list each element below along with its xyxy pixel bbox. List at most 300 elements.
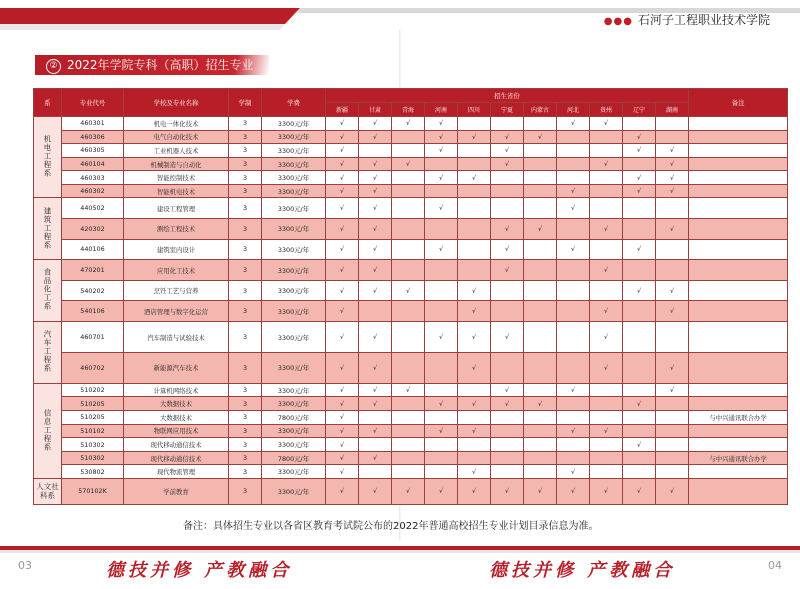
- province-header: 甘肃: [359, 103, 392, 117]
- checkmark-cell: √: [326, 397, 359, 411]
- checkmark-cell: √: [425, 239, 458, 260]
- checkmark-cell: √: [425, 117, 458, 131]
- checkmark-cell: √: [392, 157, 425, 171]
- province-check-cell: [524, 438, 557, 452]
- province-check-cell: [557, 144, 590, 158]
- province-check-cell: [458, 451, 491, 465]
- remark-cell: [689, 130, 788, 144]
- province-check-cell: [392, 465, 425, 479]
- remark-cell: [689, 465, 788, 479]
- province-check-cell: [557, 171, 590, 185]
- checkmark-cell: √: [458, 171, 491, 185]
- checkmark-cell: √: [392, 280, 425, 301]
- checkmark-cell: √: [491, 478, 524, 504]
- study-years: 3: [229, 322, 262, 353]
- checkmark-cell: √: [557, 184, 590, 198]
- school-name-header: ●●● 石河子工程职业技术学院: [603, 13, 770, 27]
- province-check-cell: [557, 438, 590, 452]
- checkmark-cell: √: [656, 157, 689, 171]
- province-check-cell: [524, 184, 557, 198]
- province-check-cell: [557, 130, 590, 144]
- department-cell: [34, 478, 62, 504]
- major-name: 机械制造与自动化: [124, 157, 229, 171]
- province-check-cell: [590, 144, 623, 158]
- province-check-cell: [590, 171, 623, 185]
- province-header: 内蒙古: [524, 103, 557, 117]
- major-name: 酒店管理与数字化运营: [124, 301, 229, 322]
- remark-cell: [689, 198, 788, 219]
- major-name: 现代移动通信技术: [124, 438, 229, 452]
- major-code: 460301: [62, 117, 124, 131]
- checkmark-cell: √: [623, 397, 656, 411]
- study-years: 3: [229, 301, 262, 322]
- remark-cell: [689, 117, 788, 131]
- major-name: 智能机电技术: [124, 184, 229, 198]
- province-check-cell: [656, 397, 689, 411]
- checkmark-cell: √: [491, 157, 524, 171]
- province-check-cell: [524, 117, 557, 131]
- major-code: 460702: [62, 353, 124, 384]
- province-check-cell: [425, 451, 458, 465]
- checkmark-cell: √: [458, 424, 491, 438]
- checkmark-cell: √: [623, 171, 656, 185]
- major-code: 420302: [62, 219, 124, 240]
- table-row: [34, 280, 788, 301]
- checkmark-cell: √: [326, 260, 359, 281]
- remark-cell: [689, 171, 788, 185]
- table-row: [34, 353, 788, 384]
- major-name: 大数据技术: [124, 397, 229, 411]
- study-years: 3: [229, 438, 262, 452]
- province-check-cell: [458, 184, 491, 198]
- province-check-cell: [392, 451, 425, 465]
- section-number: ②: [46, 59, 61, 74]
- province-check-cell: [458, 383, 491, 397]
- province-check-cell: [590, 438, 623, 452]
- remark-cell: [689, 322, 788, 353]
- province-check-cell: [524, 301, 557, 322]
- province-header: 青海: [392, 103, 425, 117]
- province-check-cell: [425, 280, 458, 301]
- major-name: 烹饪工艺与营养: [124, 280, 229, 301]
- checkmark-cell: √: [458, 353, 491, 384]
- checkmark-cell: √: [326, 117, 359, 131]
- province-check-cell: [524, 198, 557, 219]
- checkmark-cell: √: [425, 130, 458, 144]
- major-name: 机电一体化技术: [124, 117, 229, 131]
- checkmark-cell: √: [557, 239, 590, 260]
- major-name: 建设工程管理: [124, 198, 229, 219]
- province-check-cell: [425, 219, 458, 240]
- checkmark-cell: √: [326, 280, 359, 301]
- remark-cell: [689, 239, 788, 260]
- major-code: 530802: [62, 465, 124, 479]
- province-check-cell: [656, 198, 689, 219]
- major-name: 测绘工程技术: [124, 219, 229, 240]
- major-name: 工业机器人技术: [124, 144, 229, 158]
- province-check-cell: [623, 451, 656, 465]
- province-check-cell: [458, 219, 491, 240]
- checkmark-cell: √: [326, 424, 359, 438]
- tuition-fee: 3300元/年: [262, 184, 326, 198]
- major-code: 460701: [62, 322, 124, 353]
- tuition-fee: 7800元/年: [262, 411, 326, 425]
- province-check-cell: [590, 280, 623, 301]
- major-code: 460306: [62, 130, 124, 144]
- tuition-fee: 3300元/年: [262, 219, 326, 240]
- remark-cell: 与中兴通讯联合办学: [689, 451, 788, 465]
- province-check-cell: [524, 451, 557, 465]
- province-check-cell: [458, 117, 491, 131]
- remark-cell: [689, 280, 788, 301]
- province-check-cell: [392, 260, 425, 281]
- province-check-cell: [623, 424, 656, 438]
- province-check-cell: [524, 239, 557, 260]
- checkmark-cell: √: [326, 157, 359, 171]
- province-check-cell: [557, 219, 590, 240]
- province-check-cell: [524, 144, 557, 158]
- study-years: 3: [229, 478, 262, 504]
- checkmark-cell: √: [359, 219, 392, 240]
- major-code: 510102: [62, 424, 124, 438]
- province-check-cell: [656, 451, 689, 465]
- province-check-cell: [491, 117, 524, 131]
- province-check-cell: [425, 353, 458, 384]
- checkmark-cell: √: [359, 322, 392, 353]
- remark-cell: [689, 383, 788, 397]
- checkmark-cell: √: [359, 478, 392, 504]
- col-header-years: 学制: [229, 89, 262, 117]
- table-row: [34, 130, 788, 144]
- department-name: 信息工程系: [43, 408, 52, 452]
- major-code: 460305: [62, 144, 124, 158]
- department-name: 汽车工程系: [43, 330, 52, 373]
- province-check-cell: [491, 438, 524, 452]
- checkmark-cell: √: [326, 478, 359, 504]
- province-check-cell: [557, 322, 590, 353]
- checkmark-cell: √: [491, 219, 524, 240]
- major-code: 460303: [62, 171, 124, 185]
- checkmark-cell: √: [458, 301, 491, 322]
- province-check-cell: [392, 438, 425, 452]
- province-check-cell: [623, 465, 656, 479]
- tuition-fee: 3300元/年: [262, 157, 326, 171]
- province-check-cell: [392, 411, 425, 425]
- province-check-cell: [425, 438, 458, 452]
- major-code: 540202: [62, 280, 124, 301]
- province-check-cell: [458, 438, 491, 452]
- remark-cell: [689, 424, 788, 438]
- province-check-cell: [425, 465, 458, 479]
- checkmark-cell: √: [326, 130, 359, 144]
- checkmark-cell: √: [326, 301, 359, 322]
- province-check-cell: [458, 157, 491, 171]
- table-row: [34, 171, 788, 185]
- province-header: 河北: [557, 103, 590, 117]
- checkmark-cell: √: [326, 353, 359, 384]
- province-check-cell: [359, 438, 392, 452]
- province-header: 湖南: [656, 103, 689, 117]
- checkmark-cell: √: [326, 239, 359, 260]
- major-name: 电气自动化技术: [124, 130, 229, 144]
- major-name: 学前教育: [124, 478, 229, 504]
- remark-cell: [689, 219, 788, 240]
- checkmark-cell: √: [326, 219, 359, 240]
- province-check-cell: [590, 239, 623, 260]
- province-check-cell: [392, 130, 425, 144]
- province-check-cell: [425, 301, 458, 322]
- slogan-left: 德技并修 产教融合: [106, 560, 293, 581]
- tuition-fee: 3300元/年: [262, 383, 326, 397]
- department-cell: [34, 198, 62, 260]
- department-cell: [34, 117, 62, 198]
- study-years: 3: [229, 171, 262, 185]
- remark-cell: [689, 157, 788, 171]
- province-check-cell: [524, 280, 557, 301]
- province-header: 新疆: [326, 103, 359, 117]
- department-name: 建筑工程系: [43, 206, 52, 250]
- province-check-cell: [425, 157, 458, 171]
- checkmark-cell: √: [491, 239, 524, 260]
- province-check-cell: [392, 353, 425, 384]
- province-check-cell: [557, 411, 590, 425]
- province-check-cell: [458, 260, 491, 281]
- province-check-cell: [392, 322, 425, 353]
- major-code: 510205: [62, 397, 124, 411]
- province-check-cell: [392, 301, 425, 322]
- table-row: [34, 411, 788, 425]
- province-check-cell: [623, 301, 656, 322]
- major-code: 440106: [62, 239, 124, 260]
- checkmark-cell: √: [524, 130, 557, 144]
- checkmark-cell: √: [656, 353, 689, 384]
- checkmark-cell: √: [458, 397, 491, 411]
- col-header-provinces: 招生省份: [326, 89, 689, 103]
- checkmark-cell: √: [656, 280, 689, 301]
- province-check-cell: [590, 184, 623, 198]
- checkmark-cell: √: [458, 478, 491, 504]
- study-years: 3: [229, 383, 262, 397]
- table-row: [34, 219, 788, 240]
- province-check-cell: [458, 198, 491, 219]
- province-check-cell: [656, 260, 689, 281]
- province-check-cell: [590, 397, 623, 411]
- province-check-cell: [656, 322, 689, 353]
- province-check-cell: [590, 383, 623, 397]
- study-years: 3: [229, 130, 262, 144]
- table-row: [34, 198, 788, 219]
- checkmark-cell: √: [326, 198, 359, 219]
- col-header-code: 专业代号: [62, 89, 124, 117]
- major-name: 计算机网络技术: [124, 383, 229, 397]
- checkmark-cell: √: [359, 184, 392, 198]
- checkmark-cell: √: [359, 280, 392, 301]
- checkmark-cell: √: [590, 478, 623, 504]
- remark-cell: [689, 144, 788, 158]
- table-row: [34, 438, 788, 452]
- province-header: 宁夏: [491, 103, 524, 117]
- col-header-remark: 备注: [689, 89, 788, 117]
- checkmark-cell: √: [359, 353, 392, 384]
- table-row: [34, 157, 788, 171]
- province-check-cell: [491, 184, 524, 198]
- checkmark-cell: √: [458, 280, 491, 301]
- province-check-cell: [359, 301, 392, 322]
- tuition-fee: 3300元/年: [262, 198, 326, 219]
- table-row: [34, 465, 788, 479]
- province-check-cell: [623, 353, 656, 384]
- tuition-fee: 3300元/年: [262, 144, 326, 158]
- tuition-fee: 3300元/年: [262, 301, 326, 322]
- page-number-left: 03: [18, 559, 32, 572]
- checkmark-cell: √: [359, 198, 392, 219]
- checkmark-cell: √: [524, 397, 557, 411]
- checkmark-cell: √: [392, 117, 425, 131]
- study-years: 3: [229, 219, 262, 240]
- page-number-right: 04: [768, 559, 782, 572]
- tuition-fee: 3300元/年: [262, 438, 326, 452]
- tuition-fee: 3300元/年: [262, 465, 326, 479]
- province-check-cell: [656, 117, 689, 131]
- province-check-cell: [590, 451, 623, 465]
- major-code: 510205: [62, 411, 124, 425]
- col-header-dept: 系: [34, 89, 62, 117]
- study-years: 3: [229, 184, 262, 198]
- major-code: 460104: [62, 157, 124, 171]
- section-heading: [35, 55, 269, 75]
- checkmark-cell: √: [656, 301, 689, 322]
- checkmark-cell: √: [656, 171, 689, 185]
- province-check-cell: [656, 438, 689, 452]
- checkmark-cell: √: [491, 322, 524, 353]
- checkmark-cell: √: [623, 144, 656, 158]
- study-years: 3: [229, 198, 262, 219]
- remark-cell: [689, 438, 788, 452]
- section-title: 2022年学院专科（高职）招生专业: [67, 58, 254, 72]
- province-header: 辽宁: [623, 103, 656, 117]
- checkmark-cell: √: [557, 383, 590, 397]
- table-row: [34, 117, 788, 131]
- province-check-cell: [458, 144, 491, 158]
- checkmark-cell: √: [326, 411, 359, 425]
- table-row: [34, 322, 788, 353]
- province-check-cell: [623, 260, 656, 281]
- checkmark-cell: √: [359, 171, 392, 185]
- checkmark-cell: √: [326, 465, 359, 479]
- study-years: 3: [229, 411, 262, 425]
- province-check-cell: [491, 280, 524, 301]
- major-name: 现代物流管理: [124, 465, 229, 479]
- department-cell: [34, 260, 62, 322]
- study-years: 3: [229, 239, 262, 260]
- checkmark-cell: √: [623, 239, 656, 260]
- checkmark-cell: √: [590, 117, 623, 131]
- province-check-cell: [590, 465, 623, 479]
- checkmark-cell: √: [656, 219, 689, 240]
- province-check-cell: [557, 157, 590, 171]
- study-years: 3: [229, 424, 262, 438]
- province-check-cell: [557, 353, 590, 384]
- checkmark-cell: √: [656, 383, 689, 397]
- checkmark-cell: √: [359, 397, 392, 411]
- province-check-cell: [623, 117, 656, 131]
- province-check-cell: [557, 260, 590, 281]
- checkmark-cell: √: [491, 144, 524, 158]
- checkmark-cell: √: [359, 451, 392, 465]
- tuition-fee: 3300元/年: [262, 322, 326, 353]
- study-years: 3: [229, 157, 262, 171]
- department-name: 人文社科系: [36, 482, 59, 501]
- province-check-cell: [491, 171, 524, 185]
- province-check-cell: [623, 383, 656, 397]
- checkmark-cell: √: [326, 171, 359, 185]
- enrollment-table: [33, 88, 788, 505]
- province-check-cell: [656, 411, 689, 425]
- checkmark-cell: √: [491, 130, 524, 144]
- col-header-fee: 学费: [262, 89, 326, 117]
- province-check-cell: [590, 130, 623, 144]
- province-check-cell: [392, 171, 425, 185]
- table-row: [34, 239, 788, 260]
- major-name: 应用化工技术: [124, 260, 229, 281]
- province-check-cell: [392, 219, 425, 240]
- province-check-cell: [656, 465, 689, 479]
- table-row: [34, 184, 788, 198]
- checkmark-cell: √: [425, 397, 458, 411]
- major-code: 510302: [62, 438, 124, 452]
- table-row: [34, 144, 788, 158]
- checkmark-cell: √: [425, 171, 458, 185]
- checkmark-cell: √: [359, 383, 392, 397]
- province-check-cell: [524, 260, 557, 281]
- table-row: [34, 397, 788, 411]
- major-name: 大数据技术: [124, 411, 229, 425]
- province-check-cell: [491, 301, 524, 322]
- province-check-cell: [656, 424, 689, 438]
- province-header: 四川: [458, 103, 491, 117]
- checkmark-cell: √: [326, 184, 359, 198]
- province-check-cell: [425, 383, 458, 397]
- checkmark-cell: √: [326, 438, 359, 452]
- province-check-cell: [524, 353, 557, 384]
- tuition-fee: 7800元/年: [262, 451, 326, 465]
- province-check-cell: [524, 383, 557, 397]
- checkmark-cell: √: [557, 198, 590, 219]
- province-check-cell: [590, 411, 623, 425]
- tuition-fee: 3300元/年: [262, 239, 326, 260]
- province-check-cell: [656, 239, 689, 260]
- checkmark-cell: √: [590, 219, 623, 240]
- checkmark-cell: √: [590, 157, 623, 171]
- study-years: 3: [229, 117, 262, 131]
- checkmark-cell: √: [557, 478, 590, 504]
- checkmark-cell: √: [425, 424, 458, 438]
- province-check-cell: [524, 424, 557, 438]
- major-code: 460302: [62, 184, 124, 198]
- province-check-cell: [359, 411, 392, 425]
- province-check-cell: [590, 198, 623, 219]
- checkmark-cell: √: [557, 424, 590, 438]
- major-name: 建筑室内设计: [124, 239, 229, 260]
- remark-cell: [689, 260, 788, 281]
- department-name: 食品化工系: [43, 268, 52, 311]
- checkmark-cell: √: [656, 144, 689, 158]
- tuition-fee: 3300元/年: [262, 478, 326, 504]
- province-check-cell: [458, 239, 491, 260]
- checkmark-cell: √: [623, 184, 656, 198]
- study-years: 3: [229, 353, 262, 384]
- major-name: 智能控制技术: [124, 171, 229, 185]
